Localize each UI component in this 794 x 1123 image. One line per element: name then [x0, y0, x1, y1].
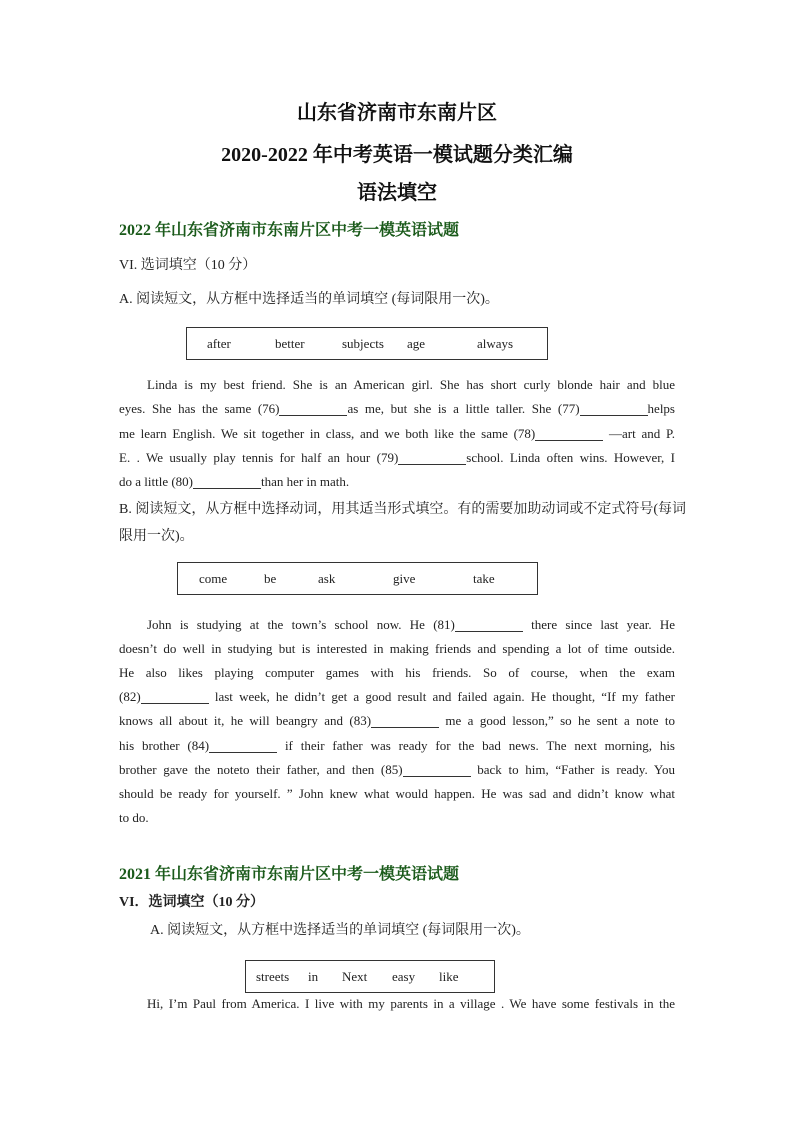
answer-blank-82[interactable] [141, 689, 209, 704]
passage-line: brother gave the noteto their father, and then (85) back to him, “Father is ready. You [119, 762, 675, 777]
answer-blank-80[interactable] [193, 474, 261, 489]
part-b-instruction-line-1: B. 阅读短文，从方框中选择动词，用其适当形式填空。有的需要加助动词或不定式符号(每词 [119, 502, 686, 517]
passage-line: E. . We usually play tennis for half an hour (79) school. Linda often wins. However, I [119, 450, 675, 465]
answer-blank-81[interactable] [455, 617, 523, 632]
passage-line: do a little (80) than her in math. [119, 474, 350, 489]
word-box-item: easy [392, 968, 416, 984]
answer-blank-84[interactable] [209, 738, 277, 753]
word-box-item: take [473, 570, 495, 586]
doc-title-line-1: 山东省济南市东南片区 [297, 102, 497, 124]
doc-title-line-2: 2020-2022 年中考英语一模试题分类汇编 [221, 144, 573, 166]
word-box-item: in [308, 968, 319, 984]
word-box-item: Next [342, 968, 368, 984]
word-box-b-2022 [177, 562, 538, 595]
doc-title-line-3: 语法填空 [357, 182, 437, 204]
word-box-item: age [407, 335, 426, 351]
word-box-item: come [199, 570, 228, 586]
word-box-item: after [207, 335, 231, 351]
part-vi-label-2021: VI．选词填空（10 分） [119, 895, 265, 910]
passage-line: knows all about it, he will beangry and (83) me a good lesson,” so he sent a note to [119, 713, 675, 728]
part-b-instruction-line-2: 限用一次)。 [119, 529, 194, 544]
passage-line: Linda is my best friend. She is an American girl. She has short curly blonde hair and blue [147, 377, 675, 392]
word-box-item: be [264, 570, 277, 586]
word-box-item: streets [256, 968, 290, 984]
passage-line: (82) last week, he didn’t get a good result and failed again. He thought, “If my father [119, 689, 675, 704]
answer-blank-79[interactable] [398, 450, 466, 465]
passage-line: Hi, I’m Paul from America. I live with my parents in a village . We have some festivals in the [147, 996, 675, 1011]
word-box-item: always [477, 335, 514, 351]
word-box-item: subjects [342, 335, 384, 351]
word-box-item: better [275, 335, 305, 351]
passage-line: should be ready for yourself. ” John knew what would happen. He was sad and didn’t know what [119, 786, 675, 801]
passage-line: John is studying at the town’s school now. He (81) there since last year. He [147, 617, 675, 632]
passage-line: He also likes playing computer games with his friends. So of course, when the exam [119, 665, 675, 680]
passage-line: his brother (84) if their father was ready for the bad news. The next morning, his [119, 738, 675, 753]
word-box-item: ask [318, 570, 336, 586]
passage-line: doesn’t do well in studying but is interested in making friends and spending a lot of time outside. [119, 641, 675, 656]
part-a-instruction-2021: A. 阅读短文，从方框中选择适当的单词填空 (每词限用一次)。 [150, 923, 530, 938]
passage-line: eyes. She has the same (76) as me, but she is a little taller. She (77) helps [119, 401, 675, 416]
answer-blank-77[interactable] [580, 401, 648, 416]
passage-line: to do. [119, 810, 149, 825]
answer-blank-85[interactable] [403, 762, 471, 777]
part-vi-label-2022: VI. 选词填空（10 分） [119, 258, 257, 273]
answer-blank-76[interactable] [279, 401, 347, 416]
answer-blank-83[interactable] [371, 713, 439, 728]
passage-line: me learn English. We sit together in class, and we both like the same (78) —art and P. [119, 426, 675, 441]
section-heading-2021: 2021 年山东省济南市东南片区中考一模英语试题 [119, 866, 460, 883]
word-box-item: like [439, 968, 459, 984]
word-box-a-2021 [245, 960, 495, 993]
word-box-item: give [393, 570, 416, 586]
section-heading-2022: 2022 年山东省济南市东南片区中考一模英语试题 [119, 222, 460, 239]
part-a-instruction-2022: A. 阅读短文，从方框中选择适当的单词填空 (每词限用一次)。 [119, 292, 499, 307]
answer-blank-78[interactable] [535, 426, 603, 441]
word-box-a-2022 [186, 327, 548, 360]
